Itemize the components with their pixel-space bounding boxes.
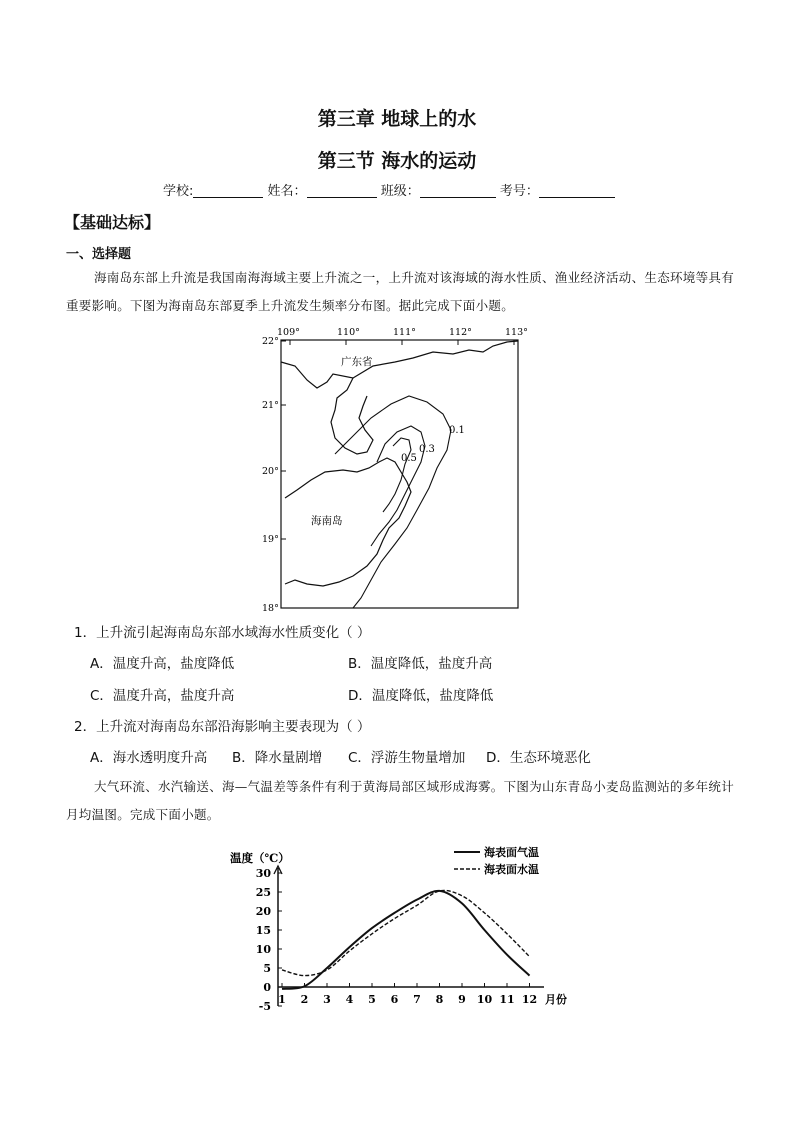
x-tick-label: 11 [499,993,515,1006]
hainan-label: 海南岛 [311,515,343,527]
y-tick-label: 15 [255,924,271,937]
contour-label-0.3: 0.3 [419,444,435,455]
school-blank[interactable] [193,183,263,198]
x-tick-label: 4 [345,993,354,1006]
exam-number-blank[interactable] [539,183,615,198]
y-axis-label: 温度（℃） [230,851,290,865]
question-2-option-c[interactable]: C．浮游生物量增加 [348,750,466,766]
x-tick-label: 1 [278,993,286,1006]
y-tick-label: 25 [255,886,271,899]
question-2-stem: 2．上升流对海南岛东部沿海影响主要表现为（ ） [74,719,371,735]
question-1-option-d[interactable]: D．温度降低，盐度降低 [348,688,494,704]
school-label: 学校: [163,184,194,199]
lon-label-113: 113° [505,327,528,338]
map-frame [281,340,518,608]
series-line-1 [282,891,530,989]
x-tick-label: 6 [390,993,399,1006]
y-tick-label: 5 [263,962,271,975]
exam-number-label: 考号： [499,184,539,199]
x-tick-label: 8 [435,993,444,1006]
x-tick-label: 5 [368,993,376,1006]
guangdong-label: 广东省 [341,356,373,368]
info-line [163,180,615,199]
lat-label-18: 18° [262,603,279,614]
chapter-title: 第三章 地球上的水 [317,108,477,130]
monthly-temperature-chart [226,840,572,1018]
lon-label-112: 112° [449,327,472,338]
lat-label-20: 20° [262,466,279,477]
lat-label-21: 21° [262,400,279,411]
contour-label-0.1: 0.1 [449,425,465,436]
lon-label-111: 111° [393,327,416,338]
x-axis-label: 月份 [545,993,567,1006]
name-label: 姓名： [267,184,307,199]
lon-label-110: 110° [337,327,360,338]
x-tick-label: 9 [458,993,466,1006]
legend-label-2: 海表面水温 [484,863,539,876]
class-blank[interactable] [420,183,496,198]
y-tick-label: 10 [255,943,271,956]
passage-1: 海南岛东部上升流是我国南海海域主要上升流之一，上升流对该海域的海水性质、渔业经济活动、生态环境等具有重要影响。下图为海南岛东部夏季上升流发生频率分布图。据此完成下面小题。 [66,270,735,313]
part-heading: 一、选择题 [66,247,132,262]
question-2-option-a[interactable]: A．海水透明度升高 [90,750,208,766]
lon-label-109: 109° [277,327,300,338]
question-2-option-d[interactable]: D．生态环境恶化 [486,750,591,766]
question-1-stem: 1．上升流引起海南岛东部水域海水性质变化（ ） [74,625,371,641]
y-tick-label: 30 [255,867,271,880]
y-tick-label: -5 [258,1000,271,1013]
question-1-option-c[interactable]: C．温度升高，盐度升高 [90,688,235,704]
series-line-2 [282,890,530,975]
x-tick-label: 3 [323,993,331,1006]
lat-label-19: 19° [262,534,279,545]
leizhou-peninsula [331,378,373,454]
y-tick-label: 20 [255,905,271,918]
lat-label-22: 22° [262,336,279,347]
contour-label-0.5: 0.5 [401,453,417,464]
x-tick-label: 7 [413,993,421,1006]
legend-label-1: 海表面气温 [484,846,539,859]
hainan-coastline [285,458,411,586]
passage-2: 大气环流、水汽输送、海—气温差等条件有利于黄海局部区域形成海雾。下图为山东青岛小麦岛监测站的多年统计月均温图。完成下面小题。 [66,779,735,822]
y-tick-label: 0 [263,981,271,994]
question-1-option-b[interactable]: B．温度降低，盐度升高 [348,656,493,672]
section-heading: 【基础达标】 [64,213,161,232]
class-label: 班级： [380,184,420,199]
x-tick-label: 10 [476,993,493,1006]
x-tick-label: 2 [300,993,309,1006]
question-2-option-b[interactable]: B．降水量剧增 [232,750,323,766]
section-title: 第三节 海水的运动 [317,150,477,172]
upwelling-frequency-map [255,322,535,614]
name-blank[interactable] [307,183,377,198]
guangdong-coastline [281,341,518,388]
x-tick-label: 12 [521,993,538,1006]
question-1-option-a[interactable]: A．温度升高，盐度降低 [90,656,235,672]
